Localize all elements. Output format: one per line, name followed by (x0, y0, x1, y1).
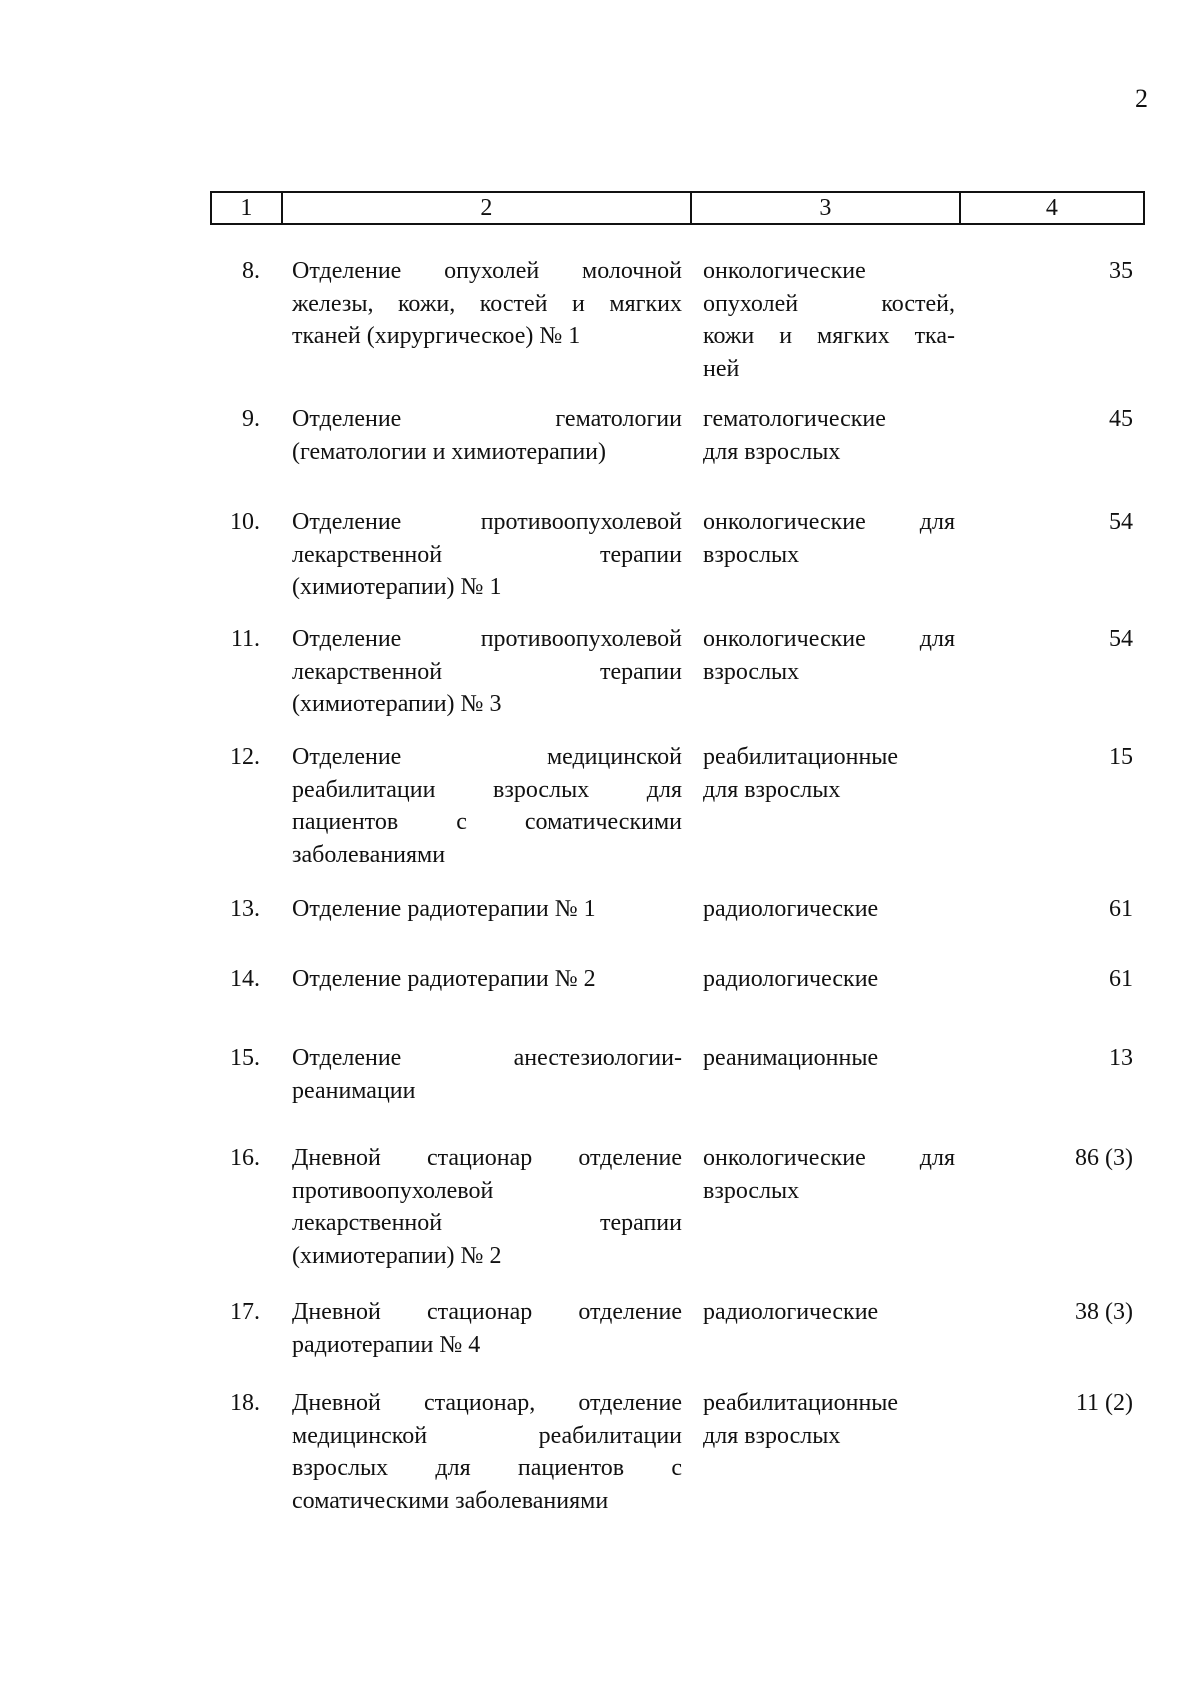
row-number: 18. (230, 1390, 260, 1416)
bed-profile (703, 963, 955, 996)
department-name-line: Отделение медицинской (292, 744, 682, 770)
department-name (292, 255, 682, 353)
bed-profile-line: взрослых (703, 658, 800, 685)
header-cell-3: 3 (692, 193, 961, 223)
department-name-line: Дневной стационар отделение (292, 1145, 682, 1171)
department-name-line: тканей (хирургическое) № 1 (292, 323, 581, 349)
bed-count: 13 (1109, 1045, 1133, 1071)
row-number: 10. (230, 509, 260, 535)
department-name (292, 403, 682, 468)
page-number: 2 (1135, 84, 1148, 113)
table-header-row (210, 191, 1145, 225)
bed-count: 86 (3) (1075, 1145, 1133, 1171)
row-number: 8. (242, 258, 260, 284)
row-number: 17. (230, 1299, 260, 1325)
department-name (292, 893, 682, 926)
department-name (292, 1387, 682, 1517)
department-name-line: соматическими заболеваниями (292, 1487, 609, 1514)
bed-profile-line: онкологические для (703, 626, 955, 652)
department-name-line: (гематологии и химиотерапии) (292, 438, 606, 465)
row-number: 15. (230, 1045, 260, 1071)
bed-profile-line: взрослых (703, 1177, 800, 1204)
department-name (292, 623, 682, 721)
row-number: 14. (230, 966, 260, 992)
department-name-line: противоопухолевой (292, 1177, 494, 1204)
department-name-line: лекарственной терапии (292, 541, 682, 568)
bed-profile (703, 506, 955, 571)
bed-profile-line: для взрослых (703, 1422, 841, 1449)
row-number: 16. (230, 1145, 260, 1171)
department-name (292, 963, 682, 996)
row-number: 13. (230, 896, 260, 922)
bed-profile-line: реабилитационные (703, 1390, 899, 1416)
header-cell-1: 1 (212, 193, 283, 223)
bed-profile (703, 1387, 955, 1452)
bed-profile-line: онкологические (703, 258, 866, 284)
department-name-line: Отделение радиотерапии № 1 (292, 896, 596, 922)
department-name (292, 1042, 682, 1107)
bed-profile-line: взрослых (703, 541, 800, 568)
bed-profile-line: радиологические (703, 896, 879, 922)
department-name-line: взрослых для пациентов с (292, 1455, 682, 1481)
bed-profile-line: для взрослых (703, 776, 841, 803)
department-name-line: реабилитации взрослых для (292, 776, 682, 803)
department-name-line: Отделение противоопухолевой (292, 626, 682, 652)
header-cell-2: 2 (283, 193, 692, 223)
department-name-line: радиотерапии № 4 (292, 1331, 481, 1358)
beds-table (210, 191, 1145, 1514)
bed-profile-line: кожи и мягких тка- (703, 323, 955, 349)
bed-profile-line: гематологические (703, 406, 886, 432)
bed-count: 61 (1109, 966, 1133, 992)
department-name (292, 741, 682, 871)
bed-profile (703, 741, 955, 806)
bed-profile (703, 255, 955, 385)
department-name-line: Отделение гематологии (292, 406, 682, 432)
bed-profile-line: опухолей костей, (703, 290, 955, 317)
department-name-line: железы, кожи, костей и мягких (292, 290, 682, 317)
row-number: 11. (230, 626, 260, 652)
bed-count: 35 (1109, 258, 1133, 284)
bed-profile-line: радиологические (703, 966, 879, 992)
bed-count: 15 (1109, 744, 1133, 770)
department-name-line: Отделение противоопухолевой (292, 509, 682, 535)
department-name-line: лекарственной терапии (292, 658, 682, 685)
bed-profile-line: онкологические для (703, 1145, 955, 1171)
row-number: 9. (242, 406, 260, 432)
bed-count: 54 (1109, 509, 1133, 535)
bed-count: 45 (1109, 406, 1133, 432)
department-name-line: пациентов с соматическими (292, 809, 682, 835)
bed-count: 61 (1109, 896, 1133, 922)
bed-profile-line: реанимационные (703, 1045, 879, 1071)
row-number: 12. (230, 744, 260, 770)
bed-profile (703, 1142, 955, 1207)
department-name (292, 506, 682, 604)
bed-profile (703, 1042, 955, 1075)
department-name (292, 1142, 682, 1272)
bed-profile (703, 623, 955, 688)
department-name-line: заболеваниями (292, 841, 446, 868)
bed-count: 11 (2) (1075, 1390, 1133, 1416)
bed-profile-line: ней (703, 355, 740, 382)
bed-profile-line: радиологические (703, 1299, 879, 1325)
bed-profile (703, 893, 955, 926)
department-name-line: реанимации (292, 1077, 416, 1104)
department-name-line: (химиотерапии) № 2 (292, 1242, 502, 1269)
header-cell-4: 4 (1045, 194, 1058, 221)
department-name-line: Отделение анестезиологии- (292, 1045, 682, 1071)
bed-profile-line: реабилитационные (703, 744, 899, 770)
department-name-line: (химиотерапии) № 1 (292, 574, 502, 600)
bed-profile (703, 403, 955, 468)
department-name-line: Отделение опухолей молочной (292, 258, 682, 284)
department-name-line: (химиотерапии) № 3 (292, 691, 502, 717)
department-name-line: Отделение радиотерапии № 2 (292, 966, 596, 992)
bed-count: 38 (3) (1075, 1299, 1133, 1325)
bed-profile-line: онкологические для (703, 509, 955, 535)
department-name (292, 1296, 682, 1361)
bed-profile-line: для взрослых (703, 438, 841, 465)
department-name-line: лекарственной терапии (292, 1210, 682, 1236)
bed-count: 54 (1109, 626, 1133, 652)
department-name-line: медицинской реабилитации (292, 1422, 682, 1449)
department-name-line: Дневной стационар отделение (292, 1299, 682, 1325)
department-name-line: Дневной стационар, отделение (292, 1390, 682, 1416)
bed-profile (703, 1296, 955, 1329)
